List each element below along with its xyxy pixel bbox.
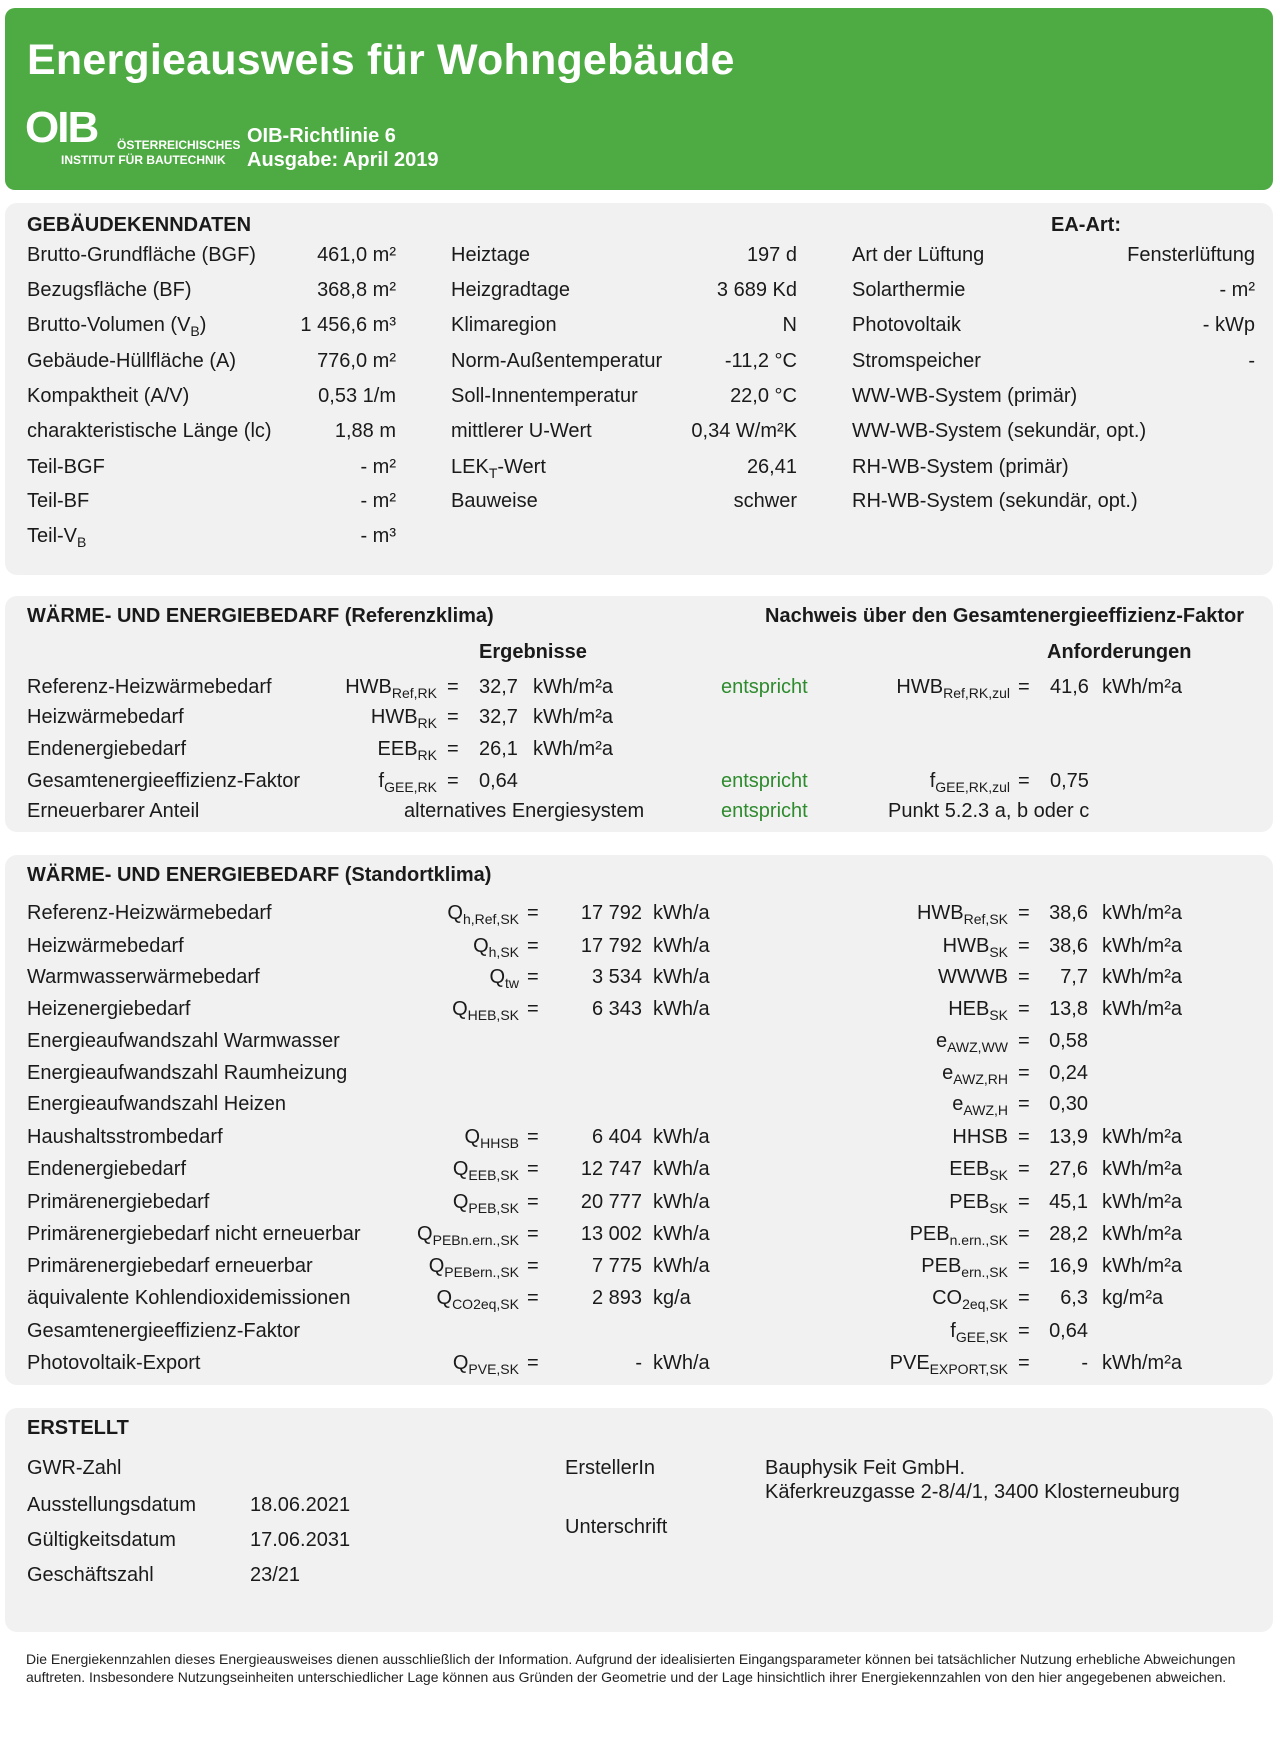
gebaeude-label: mittlerer U-Wert	[451, 420, 592, 442]
gebaeude-value: 461,0 m²	[317, 244, 396, 266]
compliance-status: entspricht	[721, 800, 808, 822]
standort-label: Primärenergiebedarf nicht erneuerbar	[27, 1223, 361, 1245]
standort-req-symbol: $PEB_{ern.,SK}$	[921, 1255, 1008, 1280]
standort-unit: kWh/a	[653, 1191, 710, 1213]
gebaeude-label: Heizgradtage	[451, 279, 570, 301]
referenz-value: 26,1	[479, 738, 518, 760]
standort-label: Energieaufwandszahl Raumheizung	[27, 1062, 348, 1084]
standort-req-equals: =	[1018, 1126, 1030, 1148]
standort-label: äquivalente Kohlendioxidemissionen	[27, 1287, 351, 1309]
gebaeude-value: 776,0 m²	[317, 350, 396, 372]
standort-value: 20 777	[580, 1191, 642, 1213]
gebaeude-value: schwer	[733, 490, 797, 512]
anforderungen-heading: Anforderungen	[1047, 641, 1192, 663]
standort-unit: kWh/a	[653, 935, 710, 957]
standort-label: Heizwärmebedarf	[27, 935, 184, 957]
section-heading: GEBÄUDEKENNDATEN	[27, 214, 252, 236]
standort-symbol: $Q_{PEB,SK}$	[452, 1191, 519, 1216]
gebaeude-label: Photovoltaik	[852, 314, 961, 336]
standort-value: 13 002	[580, 1223, 642, 1245]
referenz-label: Heizwärmebedarf	[27, 706, 184, 728]
standort-label: Gesamtenergieeffizienz-Faktor	[27, 1320, 301, 1342]
oib-logo	[25, 103, 241, 167]
referenz-label: Gesamtenergieeffizienz-Faktor	[27, 770, 301, 792]
gebaeude-label: Brutto-Volumen $(V_B)$	[27, 314, 207, 339]
standort-req-unit: kWh/m²a	[1102, 1352, 1182, 1374]
standort-value: 2 893	[591, 1287, 642, 1309]
standort-req-symbol: HHSB	[952, 1126, 1008, 1148]
standort-equals: =	[527, 998, 539, 1020]
standort-req-unit: kWh/m²a	[1102, 998, 1182, 1020]
gebaeude-label: Kompaktheit (A/V)	[27, 385, 190, 407]
requirement-symbol: $HWB_{Ref,RK,zul}$	[896, 676, 1010, 701]
referenz-text: alternatives Energiesystem	[404, 800, 645, 822]
ersteller-label: ErstellerIn	[565, 1457, 656, 1479]
gebaeude-label: Teil-BF	[27, 490, 90, 512]
standort-req-equals: =	[1018, 902, 1030, 924]
header-banner	[5, 8, 1273, 190]
standort-value: 6 404	[591, 1126, 642, 1148]
disclaimer-footer: Die Energiekennzahlen dieses Energieausweises dienen ausschließlich der Information. Aufgrund der idealisierten Eingangsparameter können bei tatsächlicher Nutzung erhebliche Abweichungen auftreten. Insbesondere Nutzungseinheiten unterschiedlicher Lage können aus Gründen der Geometrie und der Lage hinsichtlich ihrer Energiekennzahlen von den hier angegebenen abweichen.	[26, 1651, 1236, 1685]
standort-req-symbol: $PEB_{n.ern.,SK}$	[909, 1223, 1008, 1248]
gebaeude-label: Stromspeicher	[852, 350, 981, 372]
standort-equals: =	[527, 1191, 539, 1213]
standort-unit: kWh/a	[653, 1255, 710, 1277]
standort-equals: =	[527, 1255, 539, 1277]
standort-equals: =	[527, 1287, 539, 1309]
standort-req-symbol: $e_{AWZ,H}$	[952, 1093, 1008, 1118]
gebaeude-label: WW-WB-System (primär)	[852, 385, 1078, 407]
panel-referenzklima	[5, 596, 1273, 832]
standort-req-equals: =	[1018, 1223, 1030, 1245]
gebaeude-value: -	[1248, 350, 1255, 372]
standort-symbol: $Q_{PVE,SK}$	[452, 1352, 519, 1377]
gebaeude-label: Gebäude-Hüllfläche (A)	[27, 350, 236, 372]
standort-req-symbol: $HEB_{SK}$	[948, 998, 1008, 1023]
standort-value: 6 343	[591, 998, 642, 1020]
standort-unit: kWh/a	[653, 966, 710, 988]
unterschrift-label: Unterschrift	[565, 1516, 668, 1538]
requirement-value: 0,75	[1050, 770, 1089, 792]
standort-req-unit: kWh/m²a	[1102, 902, 1182, 924]
ersteller-name: Bauphysik Feit GmbH.	[765, 1457, 966, 1479]
referenz-equals: =	[447, 676, 459, 698]
standort-equals: =	[527, 1158, 539, 1180]
standort-req-symbol: $PVE_{EXPORT,SK}$	[889, 1352, 1008, 1377]
standort-req-symbol: $f_{GEE,SK}$	[950, 1320, 1008, 1345]
standort-label: Energieaufwandszahl Warmwasser	[27, 1030, 340, 1052]
standort-req-equals: =	[1018, 1191, 1030, 1213]
standort-unit: kWh/a	[653, 998, 710, 1020]
standort-req-value: 0,24	[1049, 1062, 1088, 1084]
standort-req-value: 7,7	[1060, 966, 1088, 988]
referenz-label: Erneuerbarer Anteil	[27, 800, 200, 822]
standort-label: Haushaltsstrombedarf	[27, 1126, 223, 1148]
standort-label: Photovoltaik-Export	[27, 1352, 201, 1374]
standort-req-symbol: $PEB_{SK}$	[949, 1191, 1008, 1216]
standort-req-unit: kWh/m²a	[1102, 1126, 1182, 1148]
gebaeude-label: charakteristische Länge (lc)	[27, 420, 272, 442]
erstellt-label: Gültigkeitsdatum	[27, 1529, 176, 1551]
section-heading: ERSTELLT	[27, 1417, 129, 1439]
guideline-info	[247, 124, 439, 172]
standort-label: Primärenergiebedarf	[27, 1191, 210, 1213]
gebaeude-value: 1 456,6 m³	[300, 314, 396, 336]
panel-gebaeudekenndaten	[5, 203, 1273, 575]
standort-req-unit: kWh/m²a	[1102, 1191, 1182, 1213]
requirement-value: 41,6	[1050, 676, 1089, 698]
guideline-edition: Ausgabe: April 2019	[247, 149, 439, 171]
standort-symbol: $Q_{EEB,SK}$	[452, 1158, 519, 1183]
standort-label: Primärenergiebedarf erneuerbar	[27, 1255, 313, 1277]
standort-req-symbol: $CO_{2eq,SK}$	[932, 1287, 1008, 1312]
gebaeude-value: - m²	[360, 490, 396, 512]
referenz-symbol: $f_{GEE,RK}$	[378, 770, 437, 795]
standort-req-value: 13,8	[1049, 998, 1088, 1020]
standort-req-unit: kg/m²a	[1102, 1287, 1164, 1309]
standort-req-equals: =	[1018, 1158, 1030, 1180]
standort-value: 12 747	[580, 1158, 642, 1180]
gebaeude-value: 0,34 W/m²K	[691, 420, 797, 442]
standort-req-value: 0,30	[1049, 1093, 1088, 1115]
standort-req-value: 6,3	[1060, 1287, 1088, 1309]
guideline-name: OIB-Richtlinie 6	[247, 125, 396, 147]
standort-value: 17 792	[580, 902, 642, 924]
standort-req-value: 13,9	[1049, 1126, 1088, 1148]
standort-symbol: $Q_{tw}$	[489, 966, 519, 991]
standort-req-value: 0,58	[1049, 1030, 1088, 1052]
ergebnisse-heading: Ergebnisse	[479, 641, 587, 663]
gebaeude-value: 197 d	[746, 244, 797, 266]
standort-symbol: $Q_{HEB,SK}$	[452, 998, 519, 1023]
standort-symbol: $Q_{PEBern.,SK}$	[428, 1255, 519, 1280]
oib-logo-text: OIB	[25, 103, 98, 152]
ea-art-label: EA-Art:	[1051, 214, 1121, 236]
standort-label: Warmwasserwärmebedarf	[27, 966, 260, 988]
document-title: Energieausweis für Wohngebäude	[27, 36, 735, 84]
standort-equals: =	[527, 935, 539, 957]
referenz-unit: kWh/m²a	[533, 738, 613, 760]
referenz-symbol: $HWB_{RK}$	[370, 706, 437, 731]
standort-req-equals: =	[1018, 998, 1030, 1020]
requirement-equals: =	[1018, 676, 1030, 698]
erstellt-label: GWR-Zahl	[27, 1457, 122, 1479]
panel-erstellt	[5, 1408, 1273, 1632]
standort-symbol: $Q_{HHSB}$	[464, 1126, 519, 1151]
nachweis-heading: Nachweis über den Gesamtenergieeffizienz-Faktor	[765, 605, 1245, 627]
standort-req-value: 16,9	[1049, 1255, 1088, 1277]
standort-symbol: $Q_{PEBn.ern.,SK}$	[417, 1223, 519, 1248]
ersteller-address: Käferkreuzgasse 2-8/4/1, 3400 Klosterneuburg	[765, 1481, 1180, 1503]
gebaeude-value: -11,2 °C	[724, 350, 797, 372]
standort-symbol: $Q_{h,SK}$	[473, 935, 519, 960]
requirement-unit: kWh/m²a	[1102, 676, 1182, 698]
standort-req-equals: =	[1018, 1352, 1030, 1374]
standort-req-equals: =	[1018, 1320, 1030, 1342]
gebaeude-label: Teil-BGF	[27, 456, 105, 478]
standort-req-equals: =	[1018, 1030, 1030, 1052]
standort-value: 17 792	[580, 935, 642, 957]
standort-req-value: 45,1	[1049, 1191, 1088, 1213]
referenz-value: 0,64	[479, 770, 518, 792]
standort-req-value: 0,64	[1049, 1320, 1088, 1342]
standort-req-symbol: $e_{AWZ,RH}$	[942, 1062, 1008, 1087]
referenz-equals: =	[447, 738, 459, 760]
referenz-symbol: $HWB_{Ref,RK}$	[345, 676, 437, 701]
referenz-equals: =	[447, 770, 459, 792]
section-heading: WÄRME- UND ENERGIEBEDARF (Standortklima)	[27, 864, 492, 886]
standort-req-value: 28,2	[1049, 1223, 1088, 1245]
standort-unit: kWh/a	[653, 1223, 710, 1245]
compliance-status: entspricht	[721, 770, 808, 792]
gebaeude-label: Bauweise	[451, 490, 538, 512]
gebaeude-value: - kWp	[1202, 314, 1255, 336]
standort-symbol: $Q_{h,Ref,SK}$	[447, 902, 519, 927]
referenz-unit: kWh/m²a	[533, 676, 613, 698]
gebaeude-value: 1,88 m	[334, 420, 396, 442]
gebaeude-value: 26,41	[746, 456, 797, 478]
standort-req-symbol: WWWB	[938, 966, 1008, 988]
gebaeude-label: Solarthermie	[852, 279, 966, 301]
referenz-value: 32,7	[479, 676, 518, 698]
erstellt-value: 23/21	[250, 1564, 301, 1586]
gebaeude-value: 22,0 °C	[730, 385, 797, 407]
gebaeude-value: 0,53 1/m	[318, 385, 396, 407]
standort-value: -	[635, 1352, 642, 1374]
erstellt-label: Ausstellungsdatum	[27, 1494, 196, 1516]
gebaeude-value: - m²	[1219, 279, 1255, 301]
gebaeude-value: N	[782, 314, 797, 336]
gebaeude-label: $LEK_T$-Wert	[451, 456, 546, 481]
standort-req-unit: kWh/m²a	[1102, 1255, 1182, 1277]
gebaeude-label: WW-WB-System (sekundär, opt.)	[852, 420, 1147, 442]
referenz-unit: kWh/m²a	[533, 706, 613, 728]
standort-unit: kWh/a	[653, 1126, 710, 1148]
gebaeude-label: Teil-$V_B$	[27, 525, 87, 550]
referenz-equals: =	[447, 706, 459, 728]
standort-req-value: 38,6	[1049, 935, 1088, 957]
referenz-value: 32,7	[479, 706, 518, 728]
standort-req-equals: =	[1018, 1062, 1030, 1084]
panel-standortklima	[5, 855, 1273, 1385]
erstellt-label: Geschäftszahl	[27, 1564, 154, 1586]
standort-unit: kWh/a	[653, 1158, 710, 1180]
standort-req-value: 27,6	[1049, 1158, 1088, 1180]
standort-equals: =	[527, 1223, 539, 1245]
standort-equals: =	[527, 966, 539, 988]
requirement-equals: =	[1018, 770, 1030, 792]
standort-req-value: -	[1081, 1352, 1088, 1374]
standort-unit: kWh/a	[653, 1352, 710, 1374]
standort-unit: kg/a	[653, 1287, 691, 1309]
section-heading: WÄRME- UND ENERGIEBEDARF (Referenzklima)	[27, 605, 494, 627]
requirement-text: Punkt 5.2.3 a, b oder c	[888, 800, 1090, 822]
standort-req-value: 38,6	[1049, 902, 1088, 924]
standort-label: Endenergiebedarf	[27, 1158, 187, 1180]
standort-req-equals: =	[1018, 966, 1030, 988]
standort-req-unit: kWh/m²a	[1102, 935, 1182, 957]
standort-req-equals: =	[1018, 1255, 1030, 1277]
erstellt-value: 17.06.2031	[250, 1529, 351, 1551]
standort-symbol: $Q_{CO2eq,SK}$	[436, 1287, 519, 1312]
standort-req-symbol: $EEB_{SK}$	[949, 1158, 1008, 1183]
referenz-label: Endenergiebedarf	[27, 738, 187, 760]
standort-equals: =	[527, 1352, 539, 1374]
standort-req-symbol: $HWB_{SK}$	[942, 935, 1008, 960]
standort-label: Heizenergiebedarf	[27, 998, 191, 1020]
gebaeude-label: Art der Lüftung	[852, 244, 985, 266]
standort-value: 3 534	[591, 966, 642, 988]
standort-req-equals: =	[1018, 1093, 1030, 1115]
gebaeude-label: Bezugsfläche (BF)	[27, 279, 192, 301]
requirement-symbol: $f_{GEE,RK,zul}$	[929, 770, 1010, 795]
gebaeude-label: Heiztage	[451, 244, 530, 266]
gebaeude-label: Brutto-Grundfläche (BGF)	[27, 244, 256, 266]
gebaeude-label: Norm-Außentemperatur	[451, 350, 663, 372]
gebaeude-value: 368,8 m²	[317, 279, 396, 301]
standort-req-unit: kWh/m²a	[1102, 1223, 1182, 1245]
standort-label: Referenz-Heizwärmebedarf	[27, 902, 272, 924]
gebaeude-label: RH-WB-System (primär)	[852, 456, 1069, 478]
standort-req-unit: kWh/m²a	[1102, 966, 1182, 988]
gebaeude-value: - m³	[360, 525, 396, 547]
standort-req-equals: =	[1018, 935, 1030, 957]
standort-req-equals: =	[1018, 1287, 1030, 1309]
standort-req-unit: kWh/m²a	[1102, 1158, 1182, 1180]
standort-req-symbol: $HWB_{Ref,SK}$	[916, 902, 1008, 927]
institute-name: ÖSTERREICHISCHES INSTITUT FÜR BAUTECHNIK	[61, 138, 241, 167]
standort-label: Energieaufwandszahl Heizen	[27, 1093, 287, 1115]
standort-req-symbol: $e_{AWZ,WW}$	[935, 1030, 1008, 1055]
erstellt-value: 18.06.2021	[250, 1494, 351, 1516]
compliance-status: entspricht	[721, 676, 808, 698]
gebaeude-value: 3 689 Kd	[716, 279, 797, 301]
gebaeude-label: RH-WB-System (sekundär, opt.)	[852, 490, 1138, 512]
standort-equals: =	[527, 1126, 539, 1148]
referenz-label: Referenz-Heizwärmebedarf	[27, 676, 272, 698]
standort-equals: =	[527, 902, 539, 924]
gebaeude-value: Fensterlüftung	[1127, 244, 1255, 266]
referenz-symbol: $EEB_{RK}$	[377, 738, 437, 763]
standort-value: 7 775	[591, 1255, 642, 1277]
standort-unit: kWh/a	[653, 902, 710, 924]
gebaeude-label: Soll-Innentemperatur	[451, 385, 638, 407]
gebaeude-label: Klimaregion	[451, 314, 557, 336]
gebaeude-value: - m²	[360, 456, 396, 478]
